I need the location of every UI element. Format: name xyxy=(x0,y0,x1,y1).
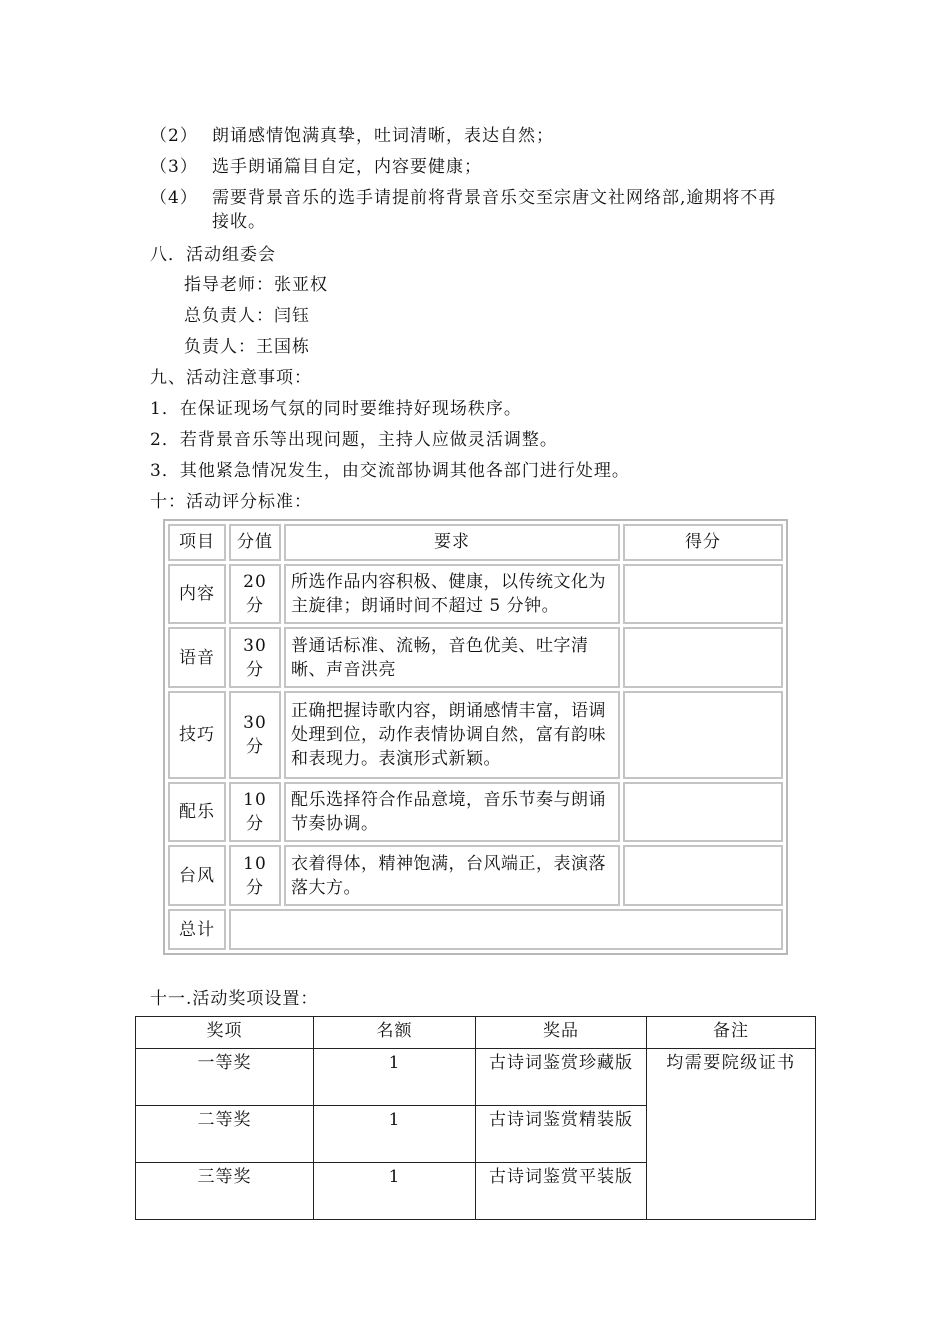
table-row xyxy=(168,782,783,843)
notes-heading: 九、活动注意事项： xyxy=(150,368,312,388)
rule-item-4 xyxy=(150,186,776,210)
criterion-requirement: 所选作品内容积极、健康，以传统文化为主旋律；朗诵时间不超过 5 分钟。 xyxy=(284,564,620,625)
rule-number: （4） xyxy=(150,188,198,208)
criterion-score xyxy=(623,564,783,625)
award-count: 1 xyxy=(314,1049,476,1106)
rule-number: （2） xyxy=(150,126,198,146)
awards-table xyxy=(135,1016,816,1220)
awards-header-award: 奖项 xyxy=(136,1017,314,1049)
table-row xyxy=(168,845,783,906)
table-row xyxy=(168,564,783,625)
criterion-points: 10 分 xyxy=(229,782,281,843)
rule-text: 需要背景音乐的选手请提前将背景音乐交至宗唐文社网络部,逾期将不再 xyxy=(212,188,777,208)
criterion-name: 技巧 xyxy=(168,691,226,778)
criterion-points: 30 分 xyxy=(229,691,281,778)
table-row xyxy=(168,627,783,688)
note-item-1: 1．在保证现场气氛的同时要维持好现场秩序。 xyxy=(150,399,522,419)
award-name: 二等奖 xyxy=(136,1106,314,1163)
awards-header-prize: 奖品 xyxy=(476,1017,647,1049)
scoring-header-score: 得分 xyxy=(623,524,783,561)
committee-chief: 总负责人：闫钰 xyxy=(184,306,310,326)
awards-header-count: 名额 xyxy=(314,1017,476,1049)
scoring-heading: 十：活动评分标准： xyxy=(150,492,312,512)
committee-heading: 八．活动组委会 xyxy=(150,245,276,265)
rule-item-2 xyxy=(150,124,554,148)
awards-header-row xyxy=(136,1017,816,1049)
committee-lead: 负责人：王国栋 xyxy=(184,337,310,357)
note-item-2: 2．若背景音乐等出现问题，主持人应做灵活调整。 xyxy=(150,430,558,450)
criterion-points: 20 分 xyxy=(229,564,281,625)
scoring-header-requirement: 要求 xyxy=(284,524,620,561)
award-prize: 古诗词鉴赏精装版 xyxy=(476,1106,647,1163)
committee-advisor: 指导老师：张亚权 xyxy=(184,275,328,295)
scoring-table xyxy=(165,521,786,953)
awards-header-note: 备注 xyxy=(647,1017,816,1049)
awards-heading: 十一.活动奖项设置： xyxy=(150,989,319,1009)
scoring-header-item: 项目 xyxy=(168,524,226,561)
table-row xyxy=(136,1049,816,1106)
note-item-3: 3．其他紧急情况发生，由交流部协调其他各部门进行处理。 xyxy=(150,461,630,481)
criterion-points: 10 分 xyxy=(229,845,281,906)
scoring-table-frame xyxy=(163,519,788,955)
total-value xyxy=(229,909,783,950)
rule-item-3 xyxy=(150,155,482,179)
rule-text: 选手朗诵篇目自定，内容要健康； xyxy=(212,157,482,177)
rule-text: 朗诵感情饱满真挚，吐词清晰，表达自然； xyxy=(212,126,554,146)
criterion-requirement: 衣着得体，精神饱满，台风端正，表演落落大方。 xyxy=(284,845,620,906)
criterion-requirement: 配乐选择符合作品意境，音乐节奏与朗诵节奏协调。 xyxy=(284,782,620,843)
award-count: 1 xyxy=(314,1106,476,1163)
criterion-requirement: 普通话标准、流畅，音色优美、吐字清晰、声音洪亮 xyxy=(284,627,620,688)
award-prize: 古诗词鉴赏平装版 xyxy=(476,1163,647,1220)
award-prize: 古诗词鉴赏珍藏版 xyxy=(476,1049,647,1106)
award-name: 一等奖 xyxy=(136,1049,314,1106)
criterion-name: 内容 xyxy=(168,564,226,625)
criterion-score xyxy=(623,691,783,778)
criterion-name: 语音 xyxy=(168,627,226,688)
scoring-header-row xyxy=(168,524,783,561)
criterion-score xyxy=(623,845,783,906)
criterion-score xyxy=(623,782,783,843)
scoring-header-points: 分值 xyxy=(229,524,281,561)
rule-item-4-continuation: 接收。 xyxy=(212,212,266,232)
criterion-requirement: 正确把握诗歌内容，朗诵感情丰富，语调处理到位，动作表情协调自然，富有韵味和表现力。表演形式新颖。 xyxy=(284,691,620,778)
award-note: 均需要院级证书 xyxy=(647,1049,816,1220)
criterion-score xyxy=(623,627,783,688)
award-count: 1 xyxy=(314,1163,476,1220)
table-row xyxy=(168,691,783,778)
rule-number: （3） xyxy=(150,157,198,177)
scoring-total-row xyxy=(168,909,783,950)
award-name: 三等奖 xyxy=(136,1163,314,1220)
criterion-name: 台风 xyxy=(168,845,226,906)
total-label: 总计 xyxy=(168,909,226,950)
criterion-name: 配乐 xyxy=(168,782,226,843)
criterion-points: 30 分 xyxy=(229,627,281,688)
